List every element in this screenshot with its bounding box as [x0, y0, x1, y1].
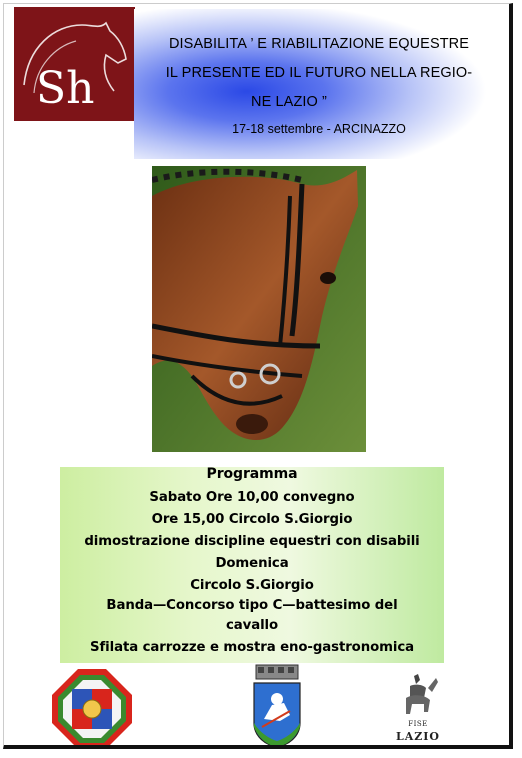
rider-on-horse-icon — [384, 672, 452, 718]
horse-photo — [152, 166, 366, 452]
program-line: dimostrazione discipline equestri con disabili — [84, 534, 420, 549]
program-line: cavallo — [225, 618, 279, 633]
regione-lazio-crest-icon — [50, 667, 134, 749]
program-line: Ore 15,00 Circolo S.Giorgio — [151, 512, 353, 527]
event-date: 17-18 settembre - ARCINAZZO — [232, 122, 406, 136]
fise-region: LAZIO — [395, 730, 441, 743]
event-title-line-2: IL PRESENTE ED IL FUTURO NELLA REGIO- — [165, 65, 473, 81]
program-line: Sabato Ore 10,00 convegno — [149, 490, 355, 505]
poster — [3, 3, 513, 749]
fise-label: FISE — [408, 720, 428, 728]
header-background — [134, 9, 486, 159]
event-title-line-1: DISABILITA ’ E RIABILITAZIONE EQUESTRE — [168, 36, 470, 52]
program-line: Domenica — [215, 556, 289, 571]
logo-text: Sh — [36, 63, 95, 114]
event-title-line-3: NE LAZIO ” — [251, 94, 327, 110]
program-line: Banda—Concorso tipo C—battesimo del — [106, 598, 398, 613]
program-line: Circolo S.Giorgio — [190, 578, 314, 593]
program-line: Sfilata carrozze e mostra eno-gastronomica — [90, 640, 414, 655]
program-heading: Programma — [206, 466, 298, 482]
municipal-coat-of-arms-icon — [250, 663, 304, 749]
